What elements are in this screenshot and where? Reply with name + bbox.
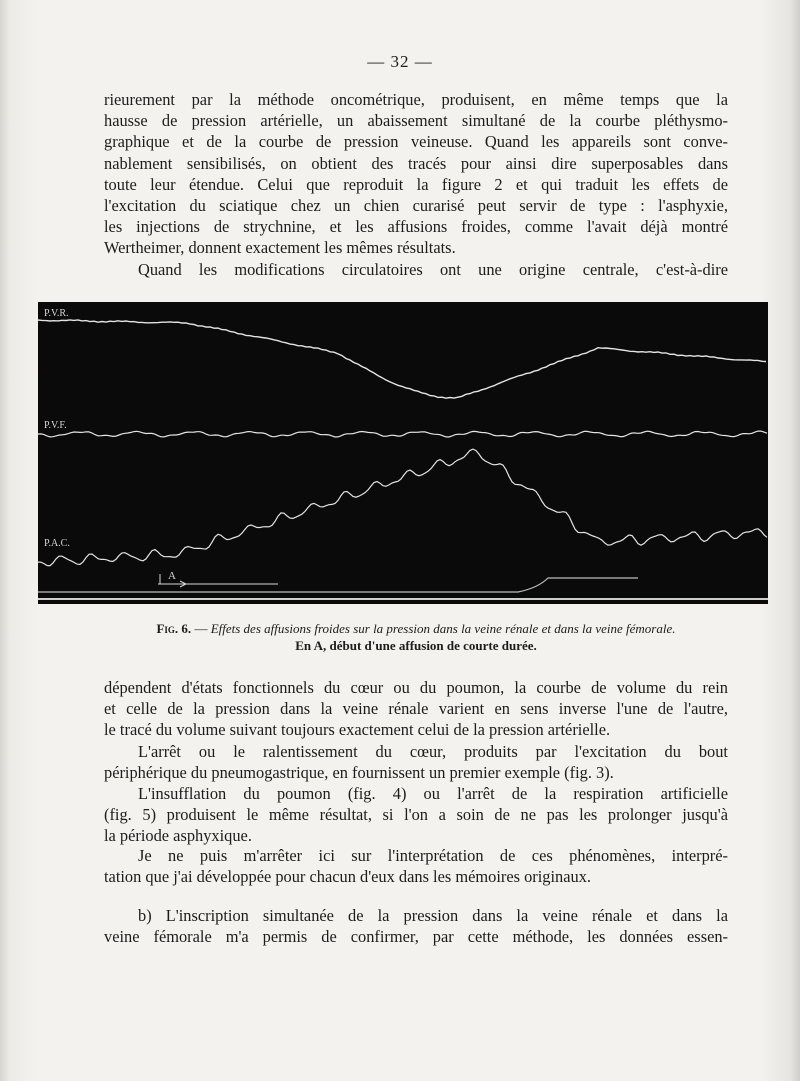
text-line: veine fémorale m'a permis de confirmer, par cette méthode, les données essen- [104, 927, 728, 947]
paragraph-3 [104, 677, 728, 741]
kymograph-traces [38, 302, 768, 604]
paragraph-5 [104, 783, 728, 847]
figure-title: Effets des affusions froides sur la pression dans la veine rénale et dans la veine fémorale. [210, 621, 676, 636]
text-line: b) L'inscription simultanée de la pression dans la veine rénale et dans la [138, 906, 728, 925]
pac-trace [38, 449, 767, 566]
text-line: Je ne puis m'arrêter ici sur l'interprétation de ces phénomènes, interpré- [138, 846, 728, 865]
text-line: L'insufflation du poumon (fig. 4) ou l'arrêt de la respiration artificielle [138, 784, 728, 803]
pvf-label: P.V.F. [44, 420, 67, 431]
caption-line-2: En A, début d'une affusion de courte durée. [295, 638, 537, 653]
text-line: graphique et de la courbe de pression veineuse. Quand les appareils sont conve- [104, 132, 728, 152]
text-line: tation que j'ai développée pour chacun d'eux dans les mémoires originaux. [104, 867, 592, 887]
text-line: Wertheimer, donnent exactement les mêmes résultats. [104, 238, 456, 258]
pvr-label: P.V.R. [44, 308, 69, 319]
figure-number: Fig. 6. [156, 621, 192, 636]
text-line: L'arrêt ou le ralentissement du cœur, produits par l'excitation du bout [138, 742, 728, 761]
text-line: la période asphyxique. [104, 826, 252, 846]
marker-label: A [168, 570, 176, 582]
paragraph-6 [104, 845, 728, 887]
text-line: les injections de strychnine, et les affusions froides, comme l'avait déjà montré [104, 217, 728, 237]
text-line: toute leur étendue. Celui que reproduit la figure 2 et qui traduit les effets de [104, 174, 728, 194]
paragraph-1 [104, 89, 728, 259]
pac-label: P.A.C. [44, 538, 70, 549]
kymograph-figure [38, 302, 768, 604]
figure-caption [104, 620, 728, 654]
pvr-trace [38, 320, 766, 398]
page-number: — 32 — [367, 52, 433, 71]
text-line: et celle de la pression dans la veine rénale varient en sens inverse l'une de l'autre, [104, 699, 728, 719]
paragraph-2 [104, 259, 728, 280]
text-line: Quand les modifications circulatoires ont une origine centrale, c'est-à-dire [138, 260, 728, 279]
text-line: dépendent d'états fonctionnels du cœur ou du poumon, la courbe de volume du rein [104, 678, 728, 697]
paragraph-4 [104, 741, 728, 783]
signal-line [38, 578, 638, 592]
pvf-trace [38, 431, 767, 437]
caption-line-1: Fig. 6. — Effets des affusions froides sur la pression dans la veine rénale et dans la veine fémorale. [156, 621, 676, 636]
paragraph-7 [104, 905, 728, 947]
text-line: rieurement par la méthode oncométrique, produisent, en même temps que la [104, 90, 728, 109]
text-line: hausse de pression artérielle, un abaissement simultané de la courbe pléthysmo- [104, 111, 728, 131]
text-line: périphérique du pneumogastrique, en fournissent un premier exemple (fig. 3). [104, 763, 614, 783]
text-line: (fig. 5) produisent le même résultat, si l'on a soin de ne pas les prolonger jusqu'à [104, 805, 728, 825]
text-line: l'excitation du sciatique chez un chien curarisé peut servir de type : l'asphyxie, [104, 196, 728, 216]
text-line: nablement sensibilisés, on obtient des tracés pour ainsi dire superposables dans [104, 153, 728, 173]
text-line: le tracé du volume suivant toujours exactement celui de la pression artérielle. [104, 720, 611, 740]
